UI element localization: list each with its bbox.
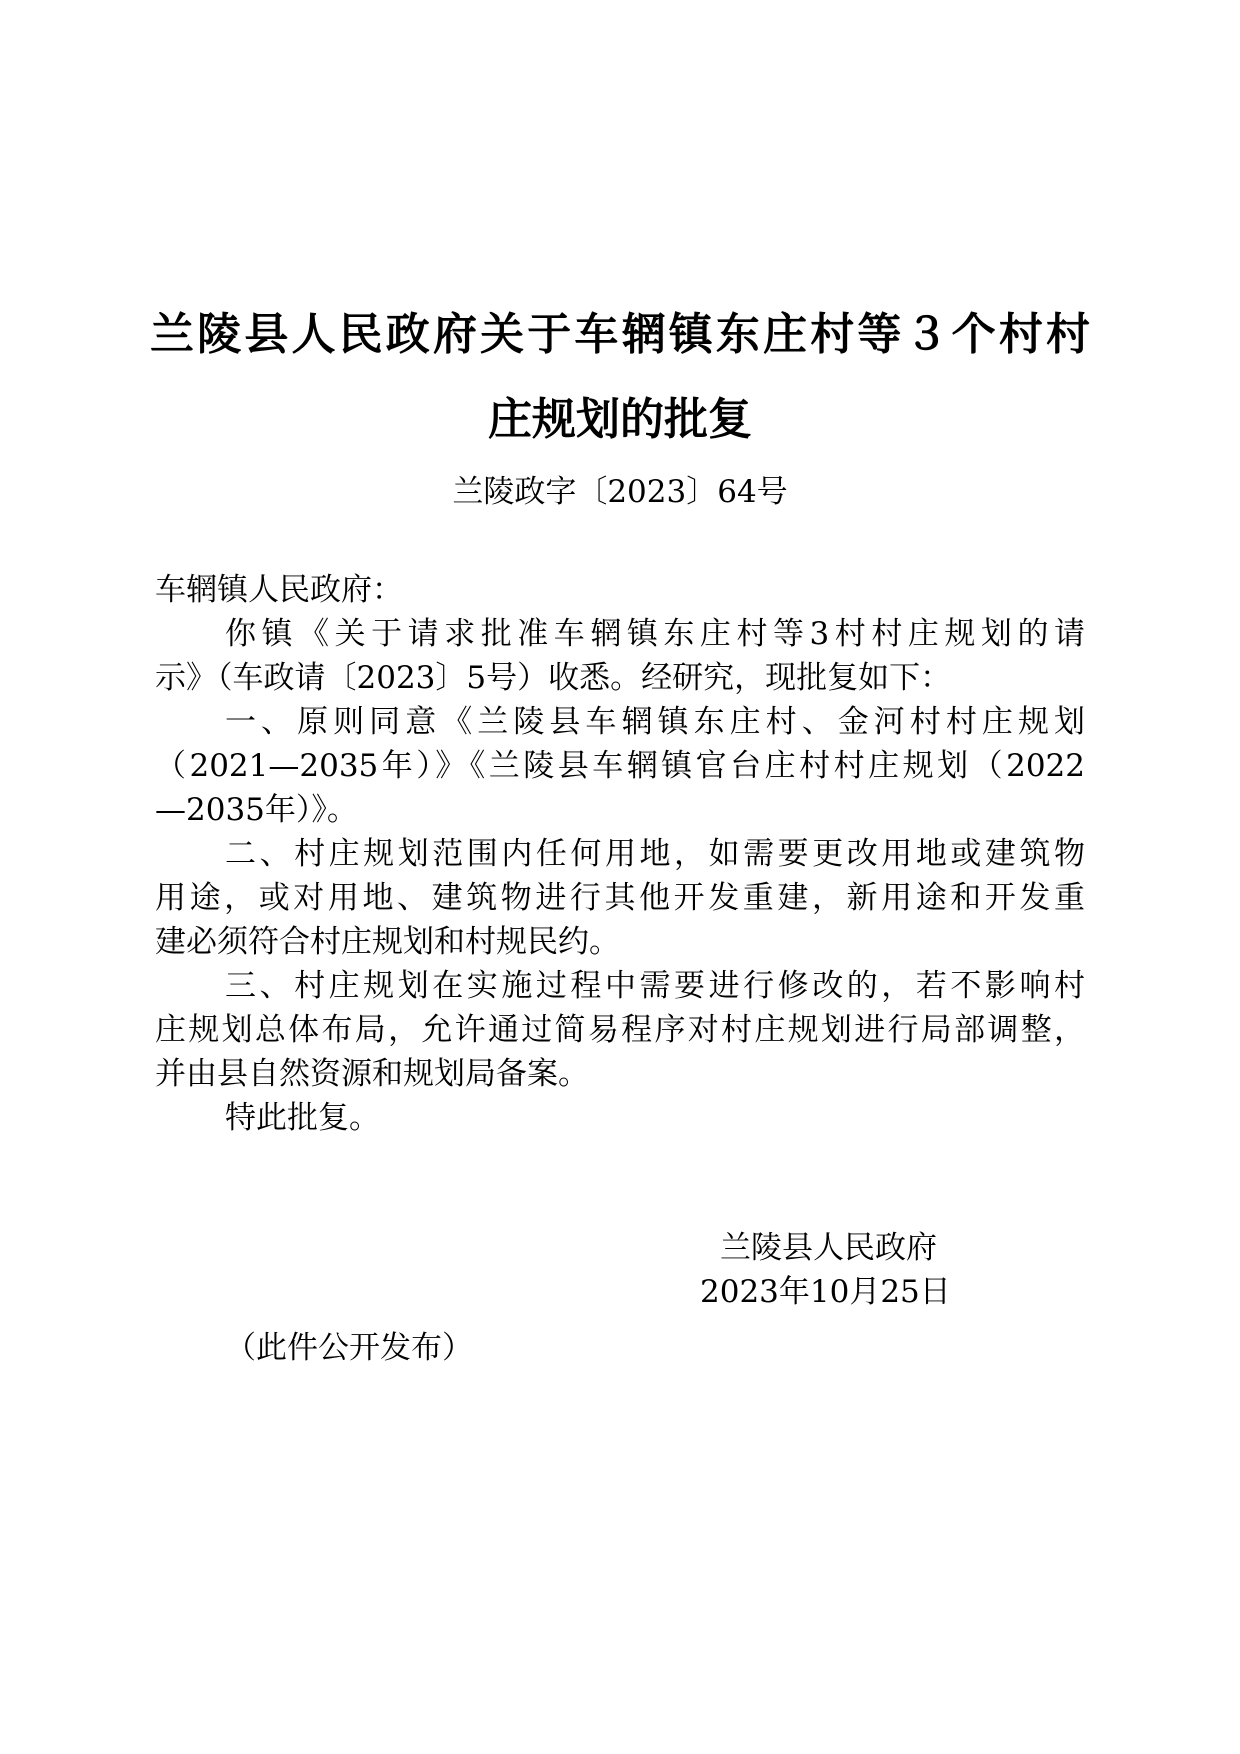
body-line-6: 二、村庄规划范围内任何用地，如需要更改用地或建筑物 (225, 836, 1085, 872)
body-line-9: 三、村庄规划在实施过程中需要进行修改的，若不影响村 (225, 968, 1085, 1004)
closing-line: 特此批复。 (225, 1100, 380, 1136)
document-number: 兰陵政字〔2023〕64号 (452, 474, 788, 510)
body-line-8: 建必须符合村庄规划和村规民约。 (155, 924, 620, 960)
issue-date: 2023年10月25日 (700, 1274, 951, 1310)
document-title-line-1: 兰陵县人民政府关于车辋镇东庄村等３个村村 (150, 309, 1090, 360)
body-line-11: 并由县自然资源和规划局备案。 (155, 1056, 589, 1092)
body-line-3: 一、原则同意《兰陵县车辋镇东庄村、金河村村庄规划 (225, 704, 1085, 740)
publication-note: （此件公开发布） (225, 1330, 473, 1366)
issuer-name: 兰陵县人民政府 (720, 1230, 937, 1266)
body-line-2: 示》（车政请〔2023〕5号）收悉。经研究，现批复如下： (155, 660, 952, 696)
body-line-4: （2021—2035年）》《兰陵县车辋镇官台庄村村庄规划（2022 (155, 748, 1085, 784)
document-title-line-2: 庄规划的批复 (488, 394, 752, 445)
salutation: 车辋镇人民政府： (155, 572, 403, 608)
body-line-10: 庄规划总体布局，允许通过简易程序对村庄规划进行局部调整， (155, 1012, 1085, 1048)
body-line-7: 用途，或对用地、建筑物进行其他开发重建，新用途和开发重 (155, 880, 1085, 916)
body-line-5: —2035年）》。 (155, 792, 358, 828)
body-line-1: 你镇《关于请求批准车辋镇东庄村等3村村庄规划的请 (225, 616, 1085, 652)
